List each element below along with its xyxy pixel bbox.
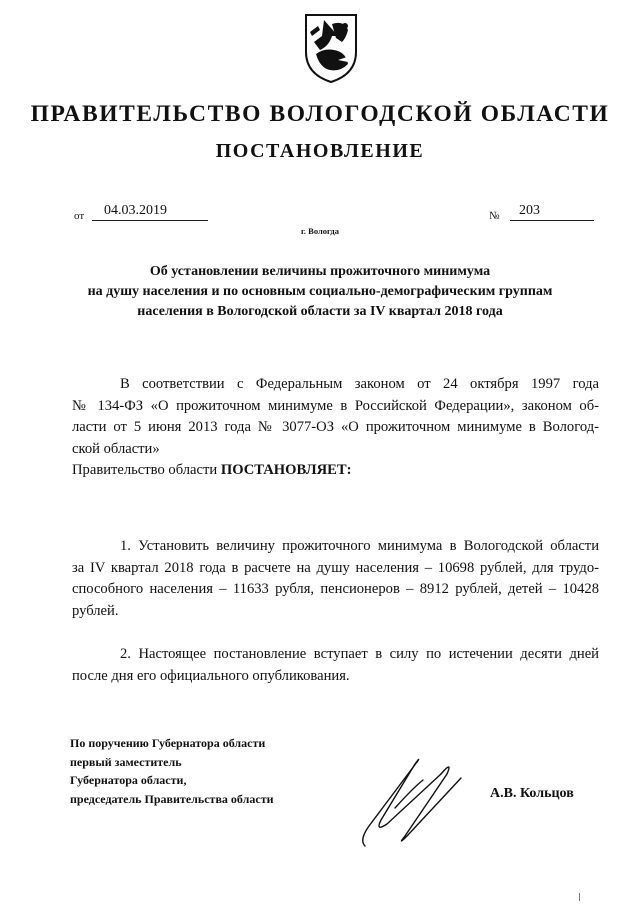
preamble-line: ской области» [72,440,160,457]
item-1-line: за IV квартал 2018 года в расчете на душу населения – 10698 рублей, для трудо- [72,559,599,576]
preamble-line: № 134-ФЗ «О прожиточном минимуме в Российской Федерации», законом об- [72,397,599,414]
subject-line: на душу населения и по основным социально-демографическим группам [87,284,553,299]
resolution-prefix: Правительство области [72,462,218,478]
subject-line: населения в Вологодской области за IV квартал 2018 года [137,304,503,319]
handwritten-signature [345,738,475,853]
city: г. Вологда [301,226,339,236]
date-field [92,203,208,221]
resolution-line [72,460,599,482]
item-2-line: 2. Настоящее постановление вступает в силу по истечении десяти дней [120,646,599,662]
signature-title-line: председатель Правительства области [70,791,274,806]
signature-title-line: По поручению Губернатора области [70,736,266,750]
signature-title-line: Губернатора области, [70,773,187,787]
document-subject [60,262,580,322]
item-1-line: рублей. [72,602,119,619]
preamble-line: В соответствии с Федеральным законом от 24 октября 1997 года [120,376,599,392]
organization-title: ПРАВИТЕЛЬСТВО ВОЛОГОДСКОЙ ОБЛАСТИ [30,101,610,127]
signature-block [70,734,274,808]
number-label: № [489,210,500,222]
date-label: от [74,210,85,222]
number-field [510,203,594,221]
item-1-line: 1. Установить величину прожиточного минимума в Вологодской области [120,538,599,554]
item-2-line: после дня его официального опубликования. [72,667,350,684]
item-1 [72,536,599,622]
signature-title-line: первый заместитель [70,754,182,769]
preamble-line: ласти от 5 июня 2013 года № 3077-ОЗ «О прожиточном минимуме в Вологод- [72,419,599,435]
page-mark [579,893,580,901]
item-1-line: способного населения – 11633 рубля, пенсионеров – 8912 рублей, детей – 10428 [72,581,599,597]
item-2 [72,644,599,687]
document-type: ПОСТАНОВЛЕНИЕ [215,140,425,162]
resolution-verb: ПОСТАНОВЛЯЕТ: [220,462,352,478]
number-value: 203 [519,203,540,218]
preamble [72,374,599,482]
signer-name: А.В. Кольцов [490,786,574,801]
date-value: 04.03.2019 [104,203,167,218]
vologda-coat-of-arms-icon [302,12,360,84]
subject-line: Об установлении величины прожиточного минимума [149,264,491,279]
